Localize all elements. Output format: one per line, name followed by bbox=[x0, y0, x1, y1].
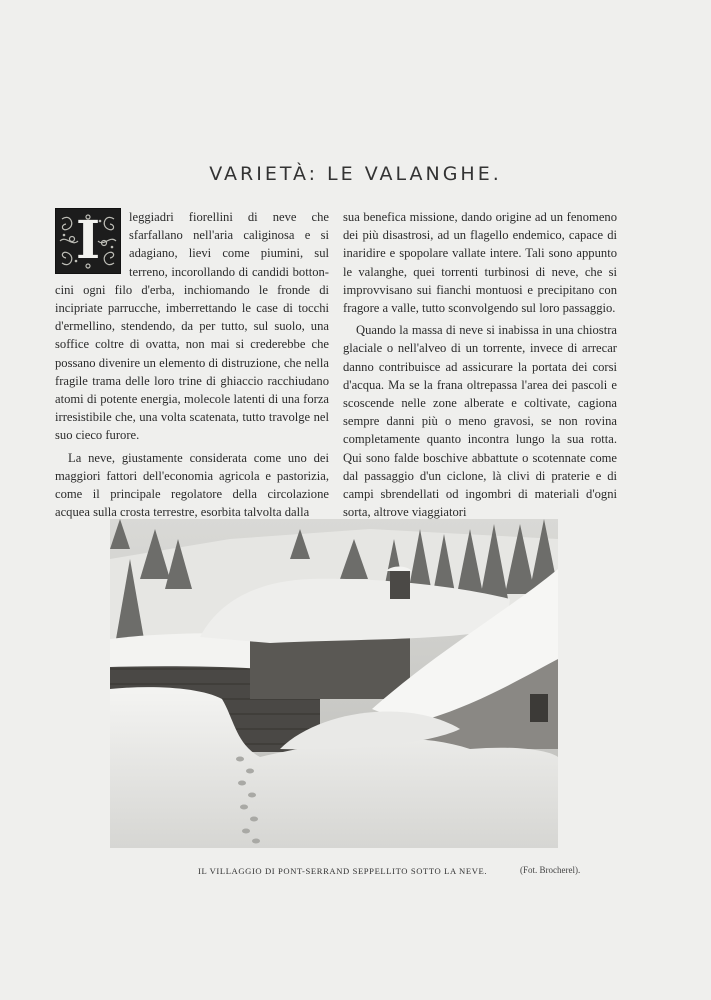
right-paragraph-2: Quando la massa di neve si inabissa in una chiostra glaciale o nell'alveo di un torrente, invece di arrecar danno contribuisce ad assicurare la portata dei corsi d'acqua. Ma se la frana oltrepassa l'area dei pascoli e scoscende nelle zone alberate e coltivate, cagiona sempre danni più o meno gravosi, se non rovina completamente quanto incontra lungo la sua rotta. Qui sono falde boschive abbattute o scotennate come dal passaggio d'un ciclone, là clivi di praterie e di campi sbrendellati od ingombri di materiali d'ogni sorta, altrove viaggiatori bbox=[343, 323, 617, 520]
left-column bbox=[55, 208, 329, 521]
right-column bbox=[343, 208, 617, 521]
photo-credit: (Fot. Brocherel). bbox=[520, 865, 581, 875]
photo-caption: IL VILLAGGIO DI PONT-SERRAND SEPPELLITO SOTTO LA NEVE. bbox=[198, 866, 488, 876]
dropcap-ornament bbox=[55, 208, 121, 274]
left-paragraph-2: La neve, giustamente considerata come uno dei maggiori fattori dell'economia agricola e pastorizia, come il principale regolatore della circolazione acquea sulla crosta terrestre, esorbita talvolta dalla bbox=[55, 450, 329, 520]
page-title: VARIETÀ: LE VALANGHE. bbox=[209, 162, 502, 185]
dropcap-letter: I bbox=[75, 210, 101, 271]
left-paragraph-1: leggiadri fiorellini di neve che sfarfallano nell'aria caliginosa e si adagiano, lievi come piumini, sul terreno, incorollando di candidi bottoncini ogni filo d'erba, inchiomando le fronde di incipriate parrucche, imberrettando le case di tocchi d'ermellino, stendendo, da per tutto, sul suolo, una soffice coltre di ovatta, non mai si crederebbe che possano divenire un elemento di distruzione, che nella fragile trama delle loro trine di ghiaccio racchiudano atomi di potente energia, molecole latenti di una forza irresistibile che, una volta scatenata, tutto travolge nel suo cieco furore. bbox=[55, 210, 329, 443]
right-paragraph-1: sua benefica missione, dando origine ad un fenomeno dei più disastrosi, ad un flagello endemico, capace di inaridire e spopolare vallate intere. Tali sono appunto le valanghe, quei torrenti turbinosi di neve, che si improvvisano sui fianchi montuosi e precipitano con fragore a valle, tutto sconvolgendo sul loro passaggio. bbox=[343, 210, 617, 316]
snow-village-photo bbox=[110, 519, 558, 848]
